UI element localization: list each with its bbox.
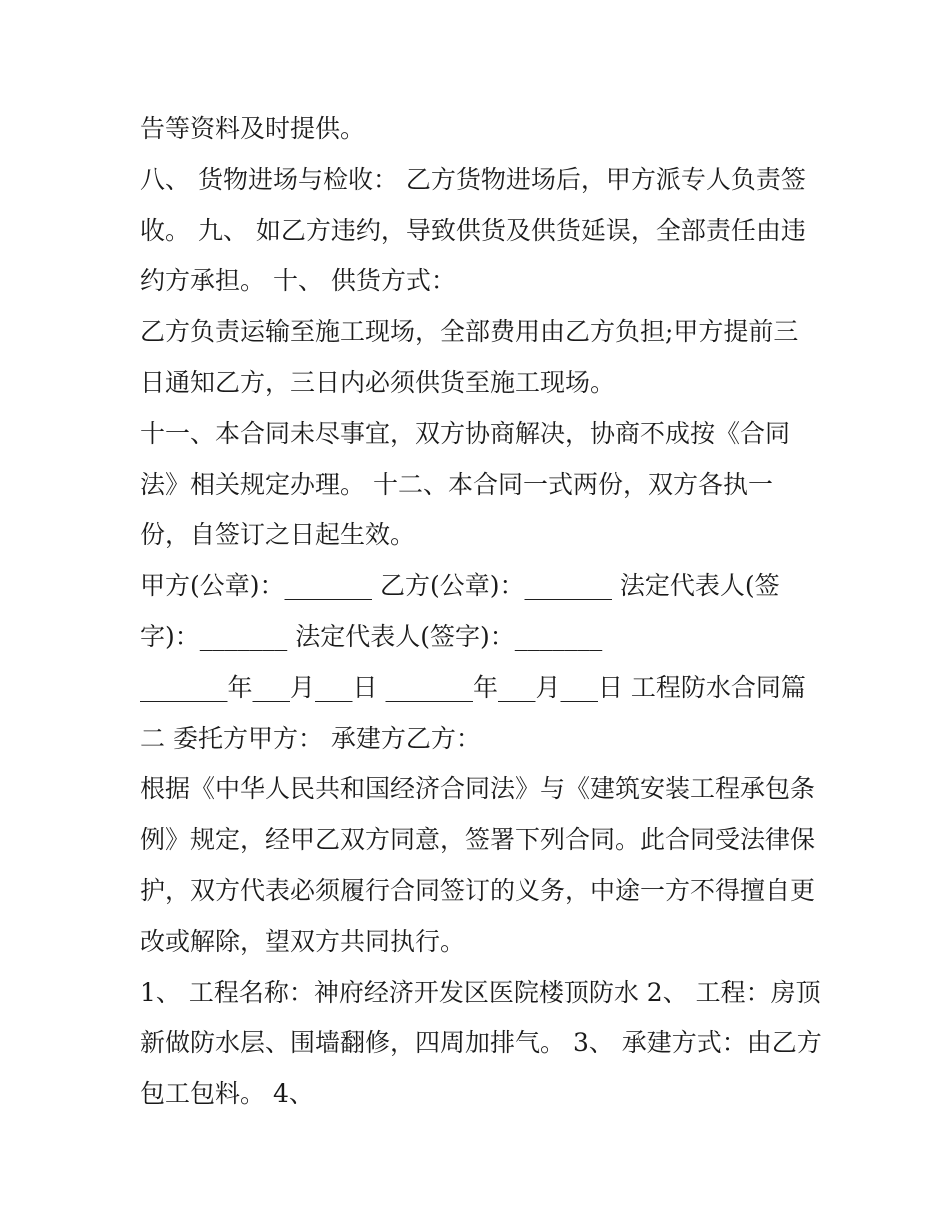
contract-text	[140, 104, 840, 1120]
date-line: _______年___月___日 _______年___月___日 工程防水合同篇	[140, 672, 806, 702]
text-line: 十一、本合同未尽事宜，双方协商解决，协商不成按《合同	[140, 418, 791, 448]
text-line: 日通知乙方，三日内必须供货至施工现场。	[140, 367, 616, 397]
signature-line: 字)：_______ 法定代表人(签字)：_______	[140, 621, 603, 651]
text-line: 1、 工程名称：神府经济开发区医院楼顶防水 2、 工程：房顶	[140, 977, 821, 1007]
text-line: 收。 九、 如乙方违约，导致供货及供货延误，全部责任由违	[140, 215, 806, 245]
text-line: 乙方负责运输至施工现场，全部费用由乙方负担;甲方提前三	[140, 317, 799, 347]
text-line: 法》相关规定办理。 十二、本合同一式两份，双方各执一	[140, 469, 773, 499]
text-line: 份，自签订之日起生效。	[140, 520, 416, 550]
text-line: 告等资料及时提供。	[140, 114, 366, 143]
text-line: 包工包料。 4、	[140, 1079, 314, 1109]
text-line: 八、 货物进场与检收： 乙方货物进场后，甲方派专人负责签	[140, 164, 806, 194]
text-line: 根据《中华人民共和国经济合同法》与《建筑安装工程承包条	[140, 774, 816, 804]
signature-line: 甲方(公章)：_______ 乙方(公章)：_______ 法定代表人(签	[140, 571, 780, 601]
section-heading-line: 二 委托方甲方： 承建方乙方：	[140, 723, 481, 753]
text-line: 改或解除，望双方共同执行。	[140, 926, 466, 956]
text-line: 新做防水层、围墙翻修，四周加排气。 3、 承建方式：由乙方	[140, 1028, 822, 1058]
text-line: 约方承担。 十、 供货方式：	[140, 266, 456, 296]
text-line: 例》规定，经甲乙双方同意，签署下列合同。此合同受法律保	[140, 825, 816, 855]
text-line: 护，双方代表必须履行合同签订的义务，中途一方不得擅自更	[140, 875, 816, 905]
